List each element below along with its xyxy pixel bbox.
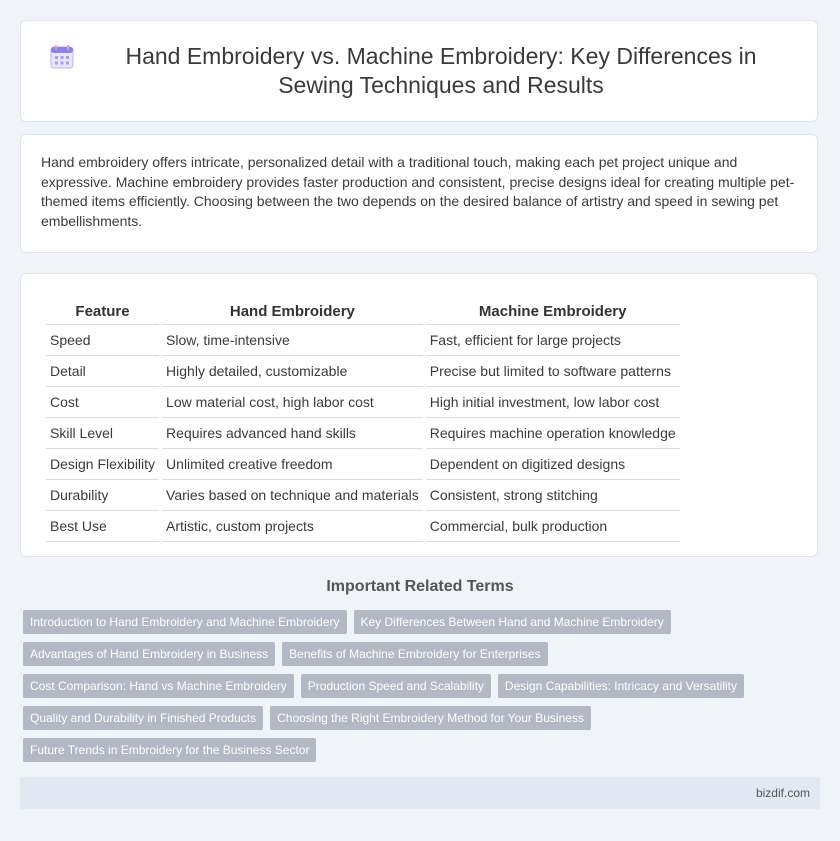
table-header: Hand Embroidery bbox=[162, 294, 423, 325]
table-header: Feature bbox=[46, 294, 159, 325]
table-cell: Best Use bbox=[46, 511, 159, 542]
table-row bbox=[46, 418, 680, 449]
table-header-row bbox=[46, 294, 680, 325]
related-terms-list bbox=[23, 610, 783, 762]
table-cell: Fast, efficient for large projects bbox=[426, 325, 680, 356]
related-term-tag[interactable]: Benefits of Machine Embroidery for Enterprises bbox=[282, 642, 547, 666]
footer bbox=[20, 777, 820, 809]
related-term-tag[interactable]: Quality and Durability in Finished Products bbox=[23, 706, 263, 730]
table-cell: Precise but limited to software patterns bbox=[426, 356, 680, 387]
table-cell: Requires machine operation knowledge bbox=[426, 418, 680, 449]
related-term-tag[interactable]: Choosing the Right Embroidery Method for Your Business bbox=[270, 706, 591, 730]
table-cell: Artistic, custom projects bbox=[162, 511, 423, 542]
header-card bbox=[20, 20, 818, 122]
table-cell: Design Flexibility bbox=[46, 449, 159, 480]
page-title: Hand Embroidery vs. Machine Embroidery: Key Differences in Sewing Techniques and Results bbox=[125, 43, 757, 98]
table-cell: Speed bbox=[46, 325, 159, 356]
table-cell: Skill Level bbox=[46, 418, 159, 449]
summary-text: Hand embroidery offers intricate, personalized detail with a traditional touch, making each pet project unique and expressive. Machine embroidery provides faster production and consistent, precise designs ideal for creating multiple pet-themed items efficiently. Choosing between the two depends on the desired balance of artistry and speed in sewing pet embellishments. bbox=[41, 154, 795, 229]
table-cell: Requires advanced hand skills bbox=[162, 418, 423, 449]
table-cell: Durability bbox=[46, 480, 159, 511]
table-cell: Varies based on technique and materials bbox=[162, 480, 423, 511]
summary-card bbox=[20, 134, 818, 253]
table-cell: Low material cost, high labor cost bbox=[162, 387, 423, 418]
calendar-icon bbox=[49, 44, 75, 70]
related-term-tag[interactable]: Production Speed and Scalability bbox=[301, 674, 491, 698]
related-term-tag[interactable]: Advantages of Hand Embroidery in Business bbox=[23, 642, 275, 666]
table-cell: Dependent on digitized designs bbox=[426, 449, 680, 480]
table-row bbox=[46, 325, 680, 356]
footer-site-link[interactable]: bizdif.com bbox=[755, 786, 810, 800]
related-terms-heading: Important Related Terms bbox=[326, 578, 514, 595]
comparison-table bbox=[43, 294, 683, 542]
table-cell: Unlimited creative freedom bbox=[162, 449, 423, 480]
related-term-tag[interactable]: Cost Comparison: Hand vs Machine Embroidery bbox=[23, 674, 294, 698]
table-cell: Consistent, strong stitching bbox=[426, 480, 680, 511]
comparison-card bbox=[20, 273, 818, 557]
table-header: Machine Embroidery bbox=[426, 294, 680, 325]
related-term-tag[interactable]: Key Differences Between Hand and Machine Embroidery bbox=[354, 610, 671, 634]
table-cell: High initial investment, low labor cost bbox=[426, 387, 680, 418]
table-row bbox=[46, 480, 680, 511]
related-term-tag[interactable]: Introduction to Hand Embroidery and Machine Embroidery bbox=[23, 610, 347, 634]
table-cell: Detail bbox=[46, 356, 159, 387]
table-row bbox=[46, 449, 680, 480]
header bbox=[49, 42, 789, 100]
table-row bbox=[46, 387, 680, 418]
table-cell: Highly detailed, customizable bbox=[162, 356, 423, 387]
table-row bbox=[46, 511, 680, 542]
related-term-tag[interactable]: Design Capabilities: Intricacy and Versatility bbox=[498, 674, 744, 698]
table-cell: Slow, time-intensive bbox=[162, 325, 423, 356]
table-row bbox=[46, 356, 680, 387]
table-cell: Commercial, bulk production bbox=[426, 511, 680, 542]
table-cell: Cost bbox=[46, 387, 159, 418]
related-term-tag[interactable]: Future Trends in Embroidery for the Business Sector bbox=[23, 738, 316, 762]
